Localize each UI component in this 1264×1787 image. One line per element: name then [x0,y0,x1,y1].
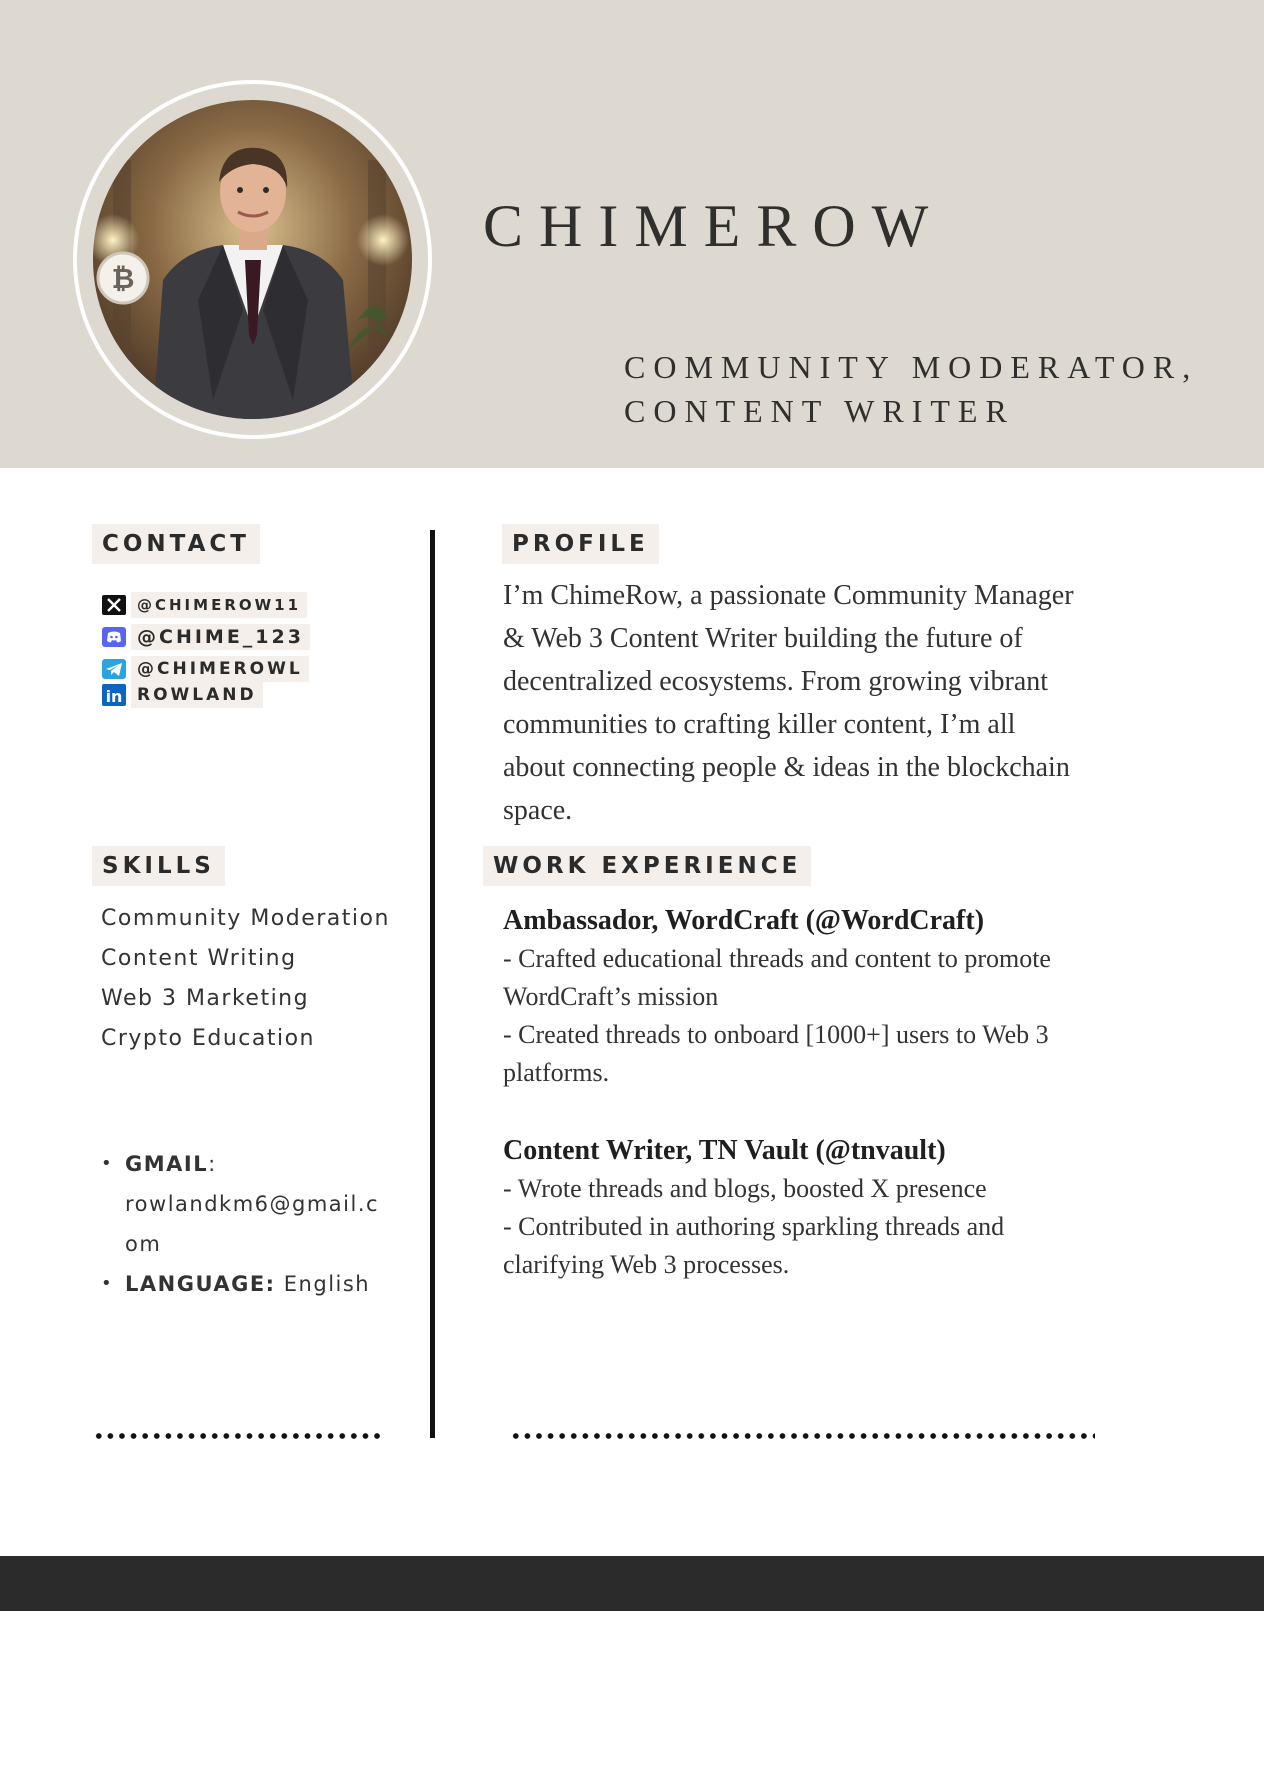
job-line: WordCraft’s mission [503,982,719,1011]
gmail-line [125,1144,217,1184]
job-line: - Contributed in authoring sparkling threads and [503,1212,1005,1241]
dotted-divider-right [510,1432,1095,1440]
job-line: - Crafted educational threads and content to promote [503,944,1051,973]
profile-line: communities to crafting killer content, I’m all [503,709,1016,740]
job-line: - Created threads to onboard [1000+] users to Web 3 [503,1020,1049,1049]
avatar [93,100,412,419]
job-entry [503,1132,1004,1284]
role-line-1: COMMUNITY MODERATOR, [624,349,1199,385]
discord-icon [100,626,127,649]
bullet: • [101,1153,114,1174]
job-line: - Wrote threads and blogs, boosted X presence [503,1174,987,1203]
contact-heading: CONTACT [92,524,260,564]
skill-item: Crypto Education [101,1026,315,1051]
telegram-icon [100,658,127,681]
profile-line: about connecting people & ideas in the blockchain [503,752,1070,783]
x-twitter-icon [100,594,127,617]
contact-x[interactable] [100,592,307,618]
skills-heading: SKILLS [92,846,225,886]
contact-linkedin-handle: ROWLAND [131,682,263,708]
dotted-divider-left [93,1432,383,1440]
contact-x-handle: @CHIMEROW11 [131,592,307,618]
gmail-label: GMAIL [125,1152,209,1176]
gmail-address-1[interactable]: rowlandkm6@gmail.c [125,1192,380,1216]
profile-heading: PROFILE [502,524,659,564]
name-title: CHIMEROW [483,193,945,259]
svg-text:₿: ₿ [111,262,135,295]
svg-text:in: in [105,687,122,706]
contact-telegram[interactable] [100,656,309,682]
skill-item: Content Writing [101,946,297,971]
role-subtitle [624,345,1198,433]
job-title: Content Writer, TN Vault (@tnvault) [503,1135,946,1166]
profile-line: & Web 3 Content Writer building the future of [503,623,1023,654]
bullet: • [101,1273,114,1294]
linkedin-icon [100,684,127,707]
language-line [125,1264,370,1304]
language-value: English [283,1272,371,1296]
contact-discord[interactable] [100,624,310,650]
contact-telegram-handle: @CHIMEROWL [131,656,309,682]
job-entry [503,902,1051,1092]
contact-linkedin[interactable] [100,682,263,708]
contact-discord-handle: @CHIME_123 [131,624,310,650]
profile-text [503,574,1074,832]
footer-bar [0,1556,1264,1611]
language-label: LANGUAGE: [125,1272,276,1296]
job-line: platforms. [503,1058,610,1087]
job-line: clarifying Web 3 processes. [503,1250,790,1279]
gmail-colon: : [208,1152,217,1176]
profile-line: space. [503,795,573,826]
skill-item: Community Moderation [101,906,390,931]
profile-line: I’m ChimeRow, a passionate Community Manager [503,580,1074,611]
column-divider [430,530,435,1438]
job-title: Ambassador, WordCraft (@WordCraft) [503,905,985,936]
gmail-address-2[interactable]: om [125,1232,162,1256]
role-line-2: CONTENT WRITER [624,393,1015,429]
skill-item: Web 3 Marketing [101,986,310,1011]
contact-info-list [101,1144,401,1304]
work-experience-heading: WORK EXPERIENCE [483,846,811,886]
profile-line: decentralized ecosystems. From growing vibrant [503,666,1049,697]
